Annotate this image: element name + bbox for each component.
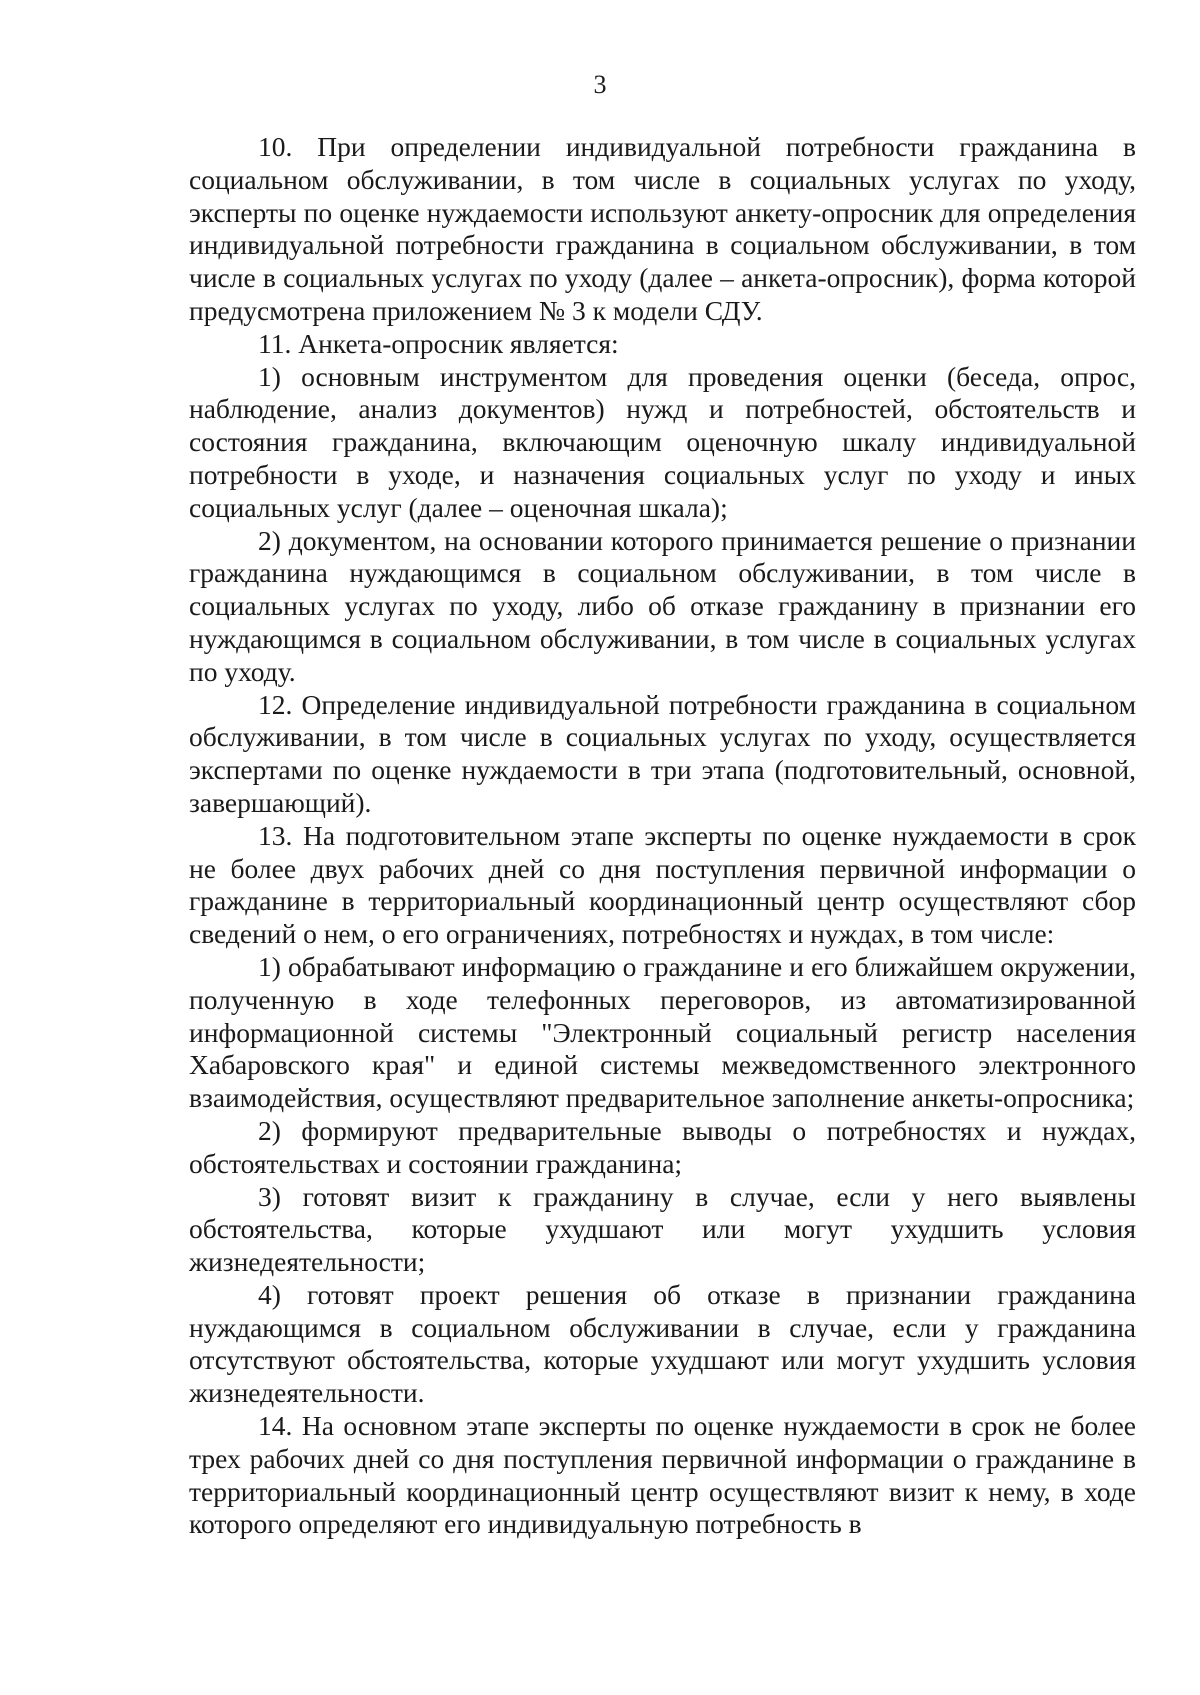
paragraph-10: 10. При определении индивидуальной потребности гражданина в социальном обслуживании, в том числе в социальных услугах по уходу, эксперты по оценке нуждаемости используют анкету-опросник для определения индивидуальной потребности гражданина в социальном обслуживании, в том числе в социальных услугах по уходу (далее – анкета-опросник), форма которой предусмотрена приложением № 3 к модели СДУ. (189, 131, 1136, 326)
document-body (189, 131, 1136, 1541)
paragraph-14: 14. На основном этапе эксперты по оценке нуждаемости в срок не более трех рабочих дней со дня поступления первичной информации о гражданине в территориальный координационный центр осуществляют визит к нему, в ходе которого определяют его индивидуальную потребность в (189, 1410, 1136, 1540)
paragraph-13-item-2: 2) формируют предварительные выводы о потребностях и нуждах, обстоятельствах и состоянии гражданина; (189, 1114, 1136, 1179)
page-number: 3 (593, 70, 607, 99)
paragraph-11-item-1: 1) основным инструментом для проведения оценки (беседа, опрос, наблюдение, анализ документов) нужд и потребностей, обстоятельств и состояния гражданина, включающим оценочную шкалу индивидуальной потребности в уходе, и назначения социальных услуг по уходу и иных социальных услуг (далее – оценочная шкала); (189, 360, 1136, 523)
paragraph-11-item-2: 2) документом, на основании которого принимается решение о признании гражданина нуждающимся в социальном обслуживании, в том числе в социальных услугах по уходу, либо об отказе гражданину в признании его нуждающимся в социальном обслуживании, в том числе в социальных услугах по уходу. (189, 524, 1136, 687)
paragraph-13-item-4: 4) готовят проект решения об отказе в признании гражданина нуждающимся в социальном обслуживании в случае, если у гражданина отсутствуют обстоятельства, которые ухудшают или могут ухудшить условия жизнедеятельности. (189, 1278, 1136, 1409)
paragraph-11: 11. Анкета-опросник является: (258, 327, 619, 359)
paragraph-13-item-3: 3) готовят визит к гражданину в случае, если у него выявлены обстоятельства, которые ухудшают или могут ухудшить условия жизнедеятельности; (189, 1180, 1136, 1278)
paragraph-13-item-1: 1) обрабатывают информацию о гражданине и его ближайшем окружении, полученную в ходе телефонных переговоров, из автоматизированной информационной системы "Электронный социальный регистр населения Хабаровского края" и единой системы межведомственного электронного взаимодействия, осуществляют предварительное заполнение анкеты-опросника; (189, 950, 1136, 1114)
paragraph-13: 13. На подготовительном этапе эксперты по оценке нуждаемости в срок не более двух рабочих дней со дня поступления первичной информации о гражданине в территориальный координационный центр осуществляют сбор сведений о нем, о его ограничениях, потребностях и нуждах, в том числе: (189, 819, 1136, 950)
paragraph-12: 12. Определение индивидуальной потребности гражданина в социальном обслуживании, в том числе в социальных услугах по уходу, осуществляется экспертами по оценке нуждаемости в три этапа (подготовительный, основной, завершающий). (189, 688, 1136, 818)
